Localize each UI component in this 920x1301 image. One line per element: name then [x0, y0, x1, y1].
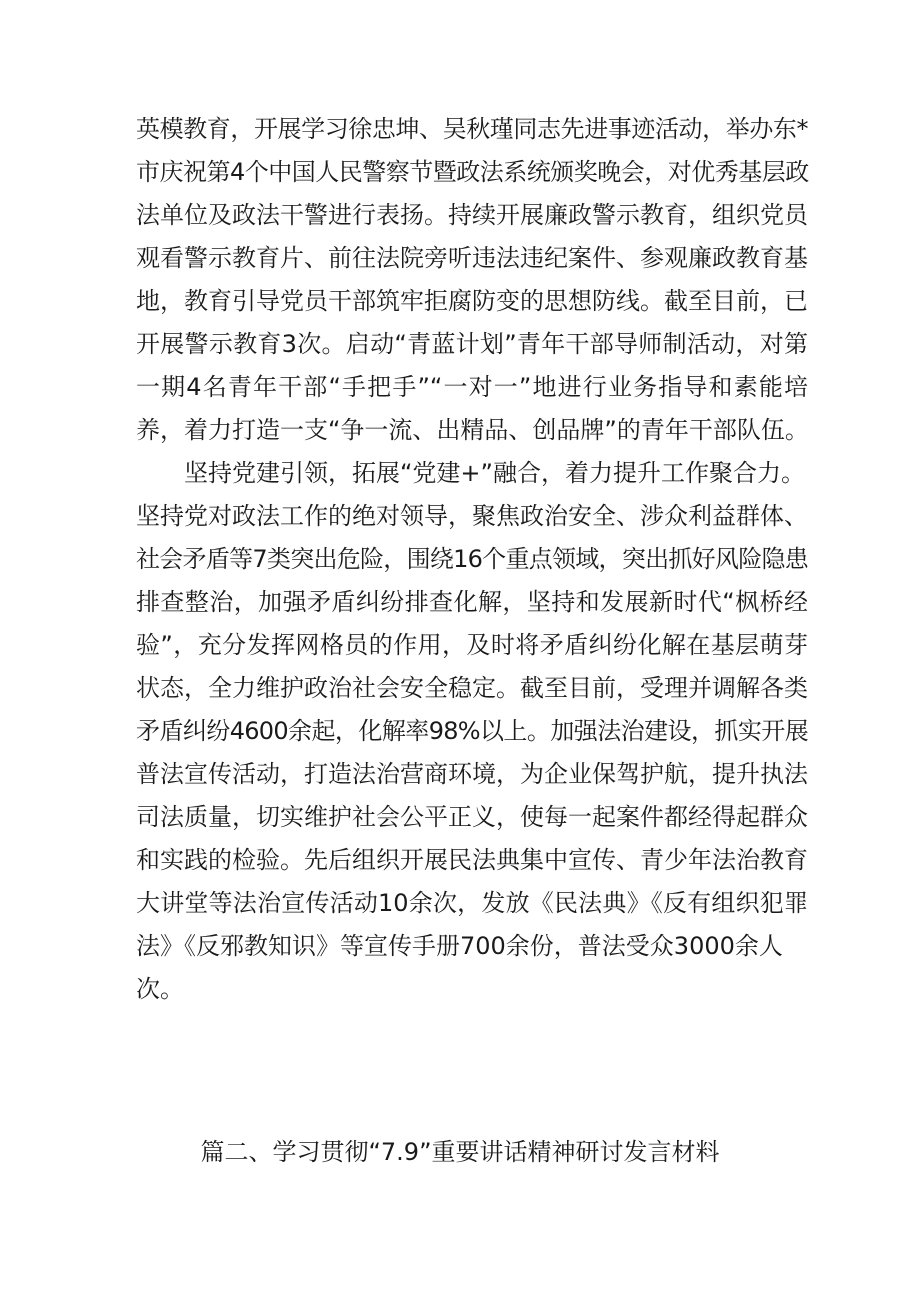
text-line: 观看警示教育片、前往法院旁听违法违纪案件、参观廉政教育基: [136, 244, 808, 272]
text-line: 次。: [136, 975, 184, 1003]
text-line: 大讲堂等法治宣传活动10余次，发放《民法典》《反有组织犯罪: [136, 889, 808, 917]
paragraph-1: [136, 108, 808, 452]
text-line: 坚持党建引领，拓展“党建+”融合，着力提升工作聚合力。: [184, 459, 805, 487]
text-line: 司法质量，切实维护社会公平正义，使每一起案件都经得起群众: [136, 803, 808, 831]
text-line: 法》《反邪教知识》等宣传手册700余份，普法受众3000余人: [136, 932, 783, 960]
text-line: 养，着力打造一支“争一流、出精品、创品牌”的青年干部队伍。: [136, 416, 809, 444]
text-line: 普法宣传活动，打造法治营商环境，为企业保驾护航，提升执法: [136, 760, 808, 788]
text-line: 社会矛盾等7类突出危险，围绕16个重点领域，突出抓好风险隐患: [136, 545, 808, 573]
text-line: 坚持党对政法工作的绝对领导，聚焦政治安全、涉众利益群体、: [136, 502, 808, 530]
text-line: 和实践的检验。先后组织开展民法典集中宣传、青少年法治教育: [136, 846, 808, 874]
text-line: 英模教育，开展学习徐忠坤、吴秋瑾同志先进事迹活动，举办东*: [136, 115, 808, 143]
text-line: 状态，全力维护政治社会安全稳定。截至目前，受理并调解各类: [136, 674, 808, 702]
text-line: 法单位及政法干警进行表扬。持续开展廉政警示教育，组织党员: [136, 201, 808, 229]
text-line: 验”，充分发挥网格员的作用，及时将矛盾纠纷化解在基层萌芽: [136, 631, 808, 659]
paragraph-2: [136, 452, 808, 1011]
text-line: 地，教育引导党员干部筑牢拒腐防变的思想防线。截至目前，已: [136, 287, 808, 315]
text-line: 一期4名青年干部“手把手”“一对一”地进行业务指导和素能培: [136, 373, 808, 401]
text-line: 市庆祝第4个中国人民警察节暨政法系统颁奖晚会，对优秀基层政: [136, 158, 809, 186]
text-line: 矛盾纠纷4600余起，化解率98%以上。加强法治建设，抓实开展: [136, 717, 808, 745]
text-line: 排查整治，加强矛盾纠纷排查化解，坚持和发展新时代“枫桥经: [136, 588, 808, 616]
document-body: [136, 108, 808, 1011]
text-line: 开展警示教育3次。启动“青蓝计划”青年干部导师制活动，对第: [136, 330, 808, 358]
section-title: 篇二、学习贯彻“7.9”重要讲话精神研讨发言材料: [200, 1138, 720, 1166]
